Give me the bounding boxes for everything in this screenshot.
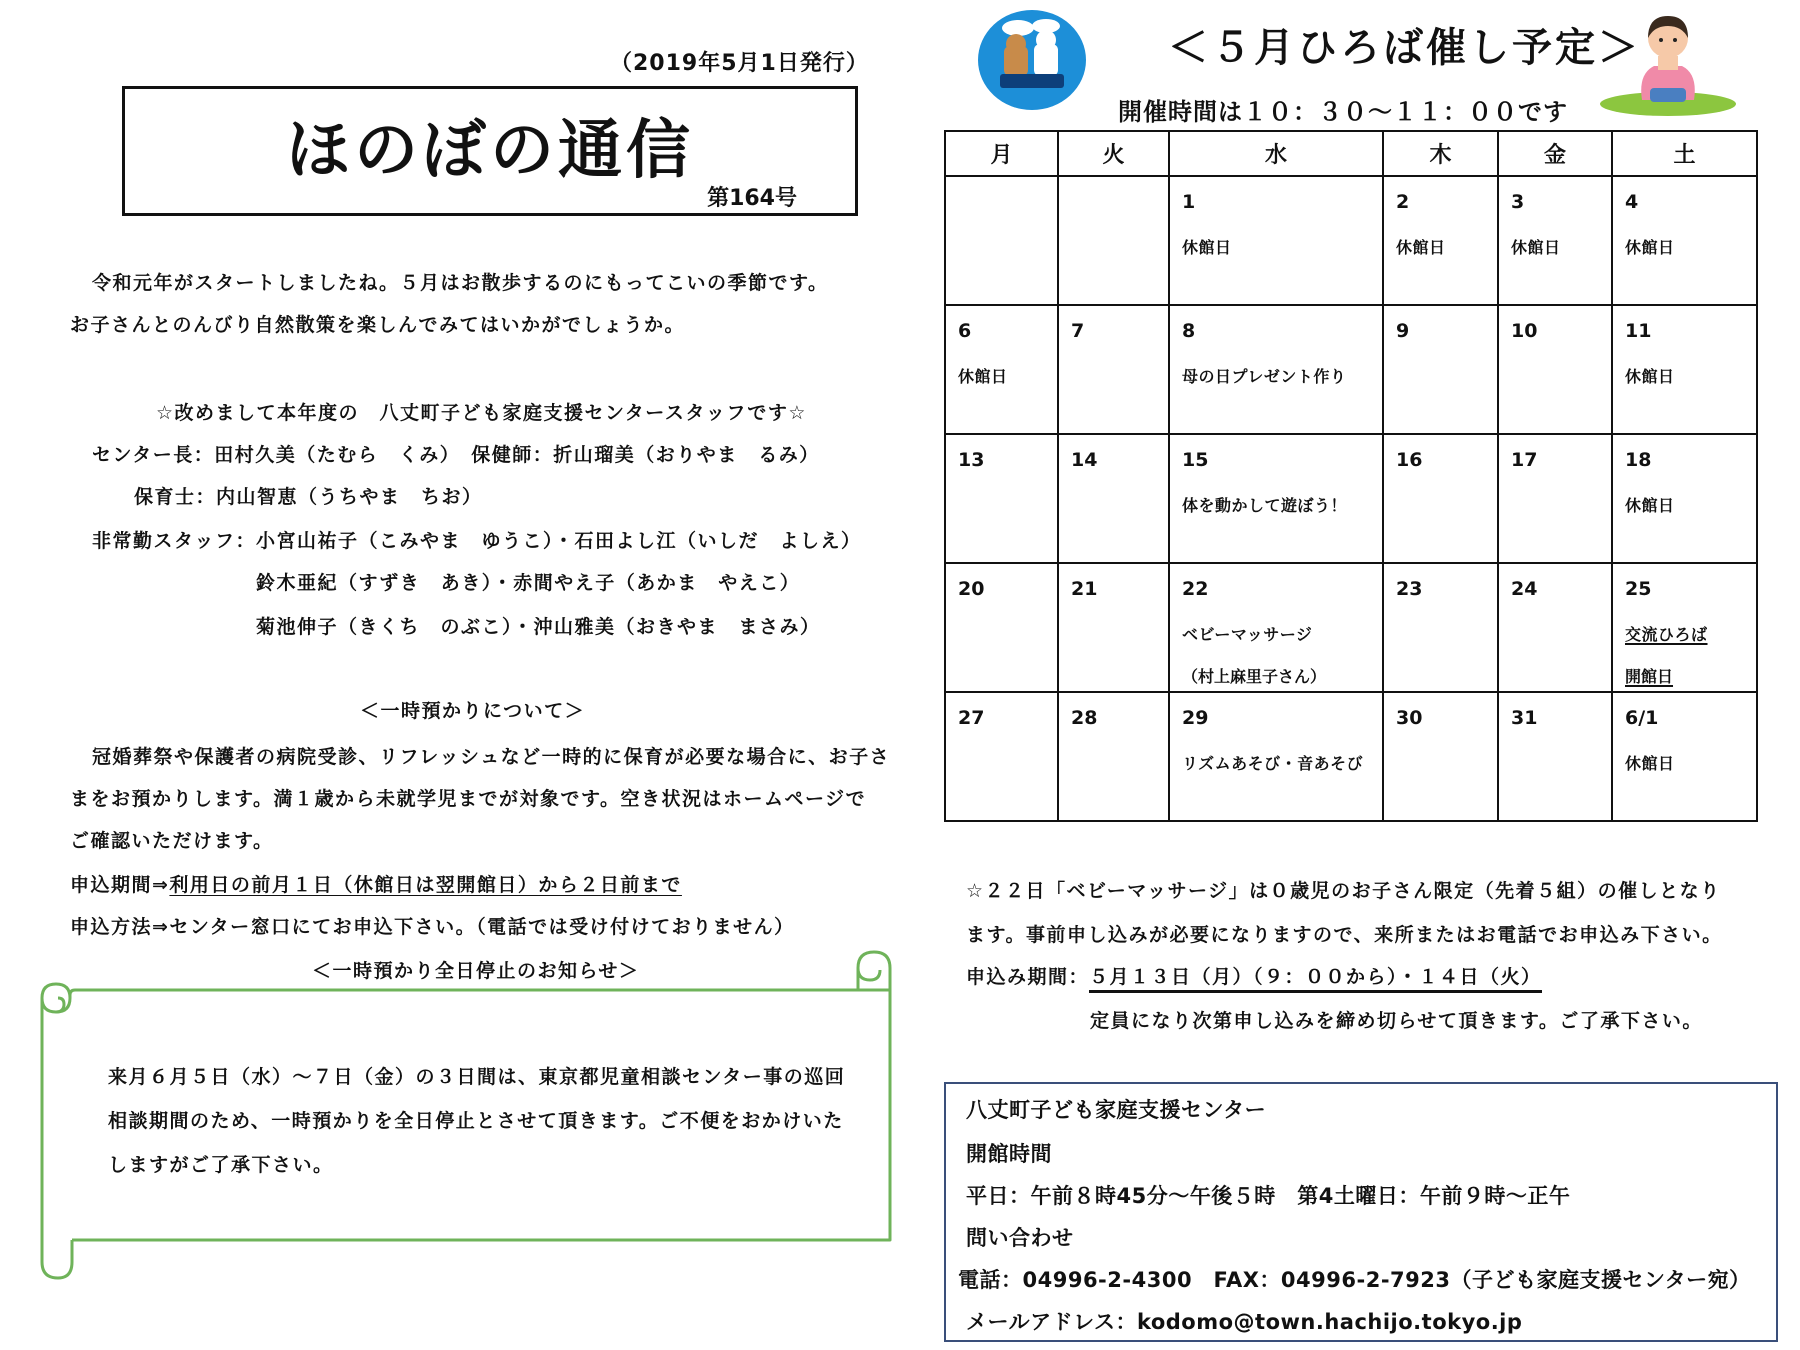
day-number: 8 bbox=[1182, 320, 1196, 342]
day-event: 休館日 bbox=[1625, 496, 1675, 515]
calendar-week-row bbox=[945, 176, 1757, 305]
day-number: 30 bbox=[1396, 707, 1423, 729]
calendar-day-cell bbox=[1169, 305, 1383, 434]
calendar-day-cell bbox=[1058, 692, 1169, 821]
massage-note-line: ☆２２日「ベビーマッサージ」は０歳児のお子さん限定（先着５組）の催しとなり bbox=[966, 880, 1721, 902]
event-badge-icon bbox=[976, 8, 1088, 112]
calendar-day-cell bbox=[1612, 176, 1757, 305]
day-event: 休館日 bbox=[1625, 238, 1675, 257]
weekday-header: 火 bbox=[1058, 131, 1169, 176]
calendar-week-row bbox=[945, 563, 1757, 692]
calendar-day-cell bbox=[1612, 563, 1757, 692]
day-event: 休館日 bbox=[1182, 238, 1232, 257]
massage-period-value: ５月１３日（月）（９：００から）・１４日（火） bbox=[1089, 966, 1542, 993]
day-number: 16 bbox=[1396, 449, 1423, 471]
suspend-notice-line: しますがご了承下さい。 bbox=[108, 1154, 334, 1176]
day-event-detail: 開館日 bbox=[1625, 667, 1674, 686]
day-number: 21 bbox=[1071, 578, 1098, 600]
calendar-day-cell bbox=[1612, 692, 1757, 821]
day-number: 11 bbox=[1625, 320, 1652, 342]
day-event-detail: （村上麻里子さん） bbox=[1182, 667, 1327, 686]
suspend-notice-line: 相談期間のため、一時預かりを全日停止とさせて頂きます。ご不便をおかけいた bbox=[108, 1110, 844, 1132]
calendar-day-cell bbox=[1498, 692, 1612, 821]
massage-closing: 定員になり次第申し込みを締め切らせて頂きます。ご了承下さい。 bbox=[1090, 1010, 1703, 1032]
calendar-week-row bbox=[945, 305, 1757, 434]
day-event: 母の日プレゼント作り bbox=[1182, 367, 1347, 386]
massage-period bbox=[966, 962, 1542, 989]
calendar-day-cell bbox=[1058, 305, 1169, 434]
calendar-day-cell bbox=[1058, 563, 1169, 692]
weekday-header: 土 bbox=[1612, 131, 1757, 176]
temp-care-heading: ＜一時預かりについて＞ bbox=[360, 700, 586, 722]
suspend-notice-line: 来月６月５日（水）～７日（金）の３日間は、東京都児童相談センター事の巡回 bbox=[108, 1066, 846, 1088]
calendar-day-cell bbox=[1058, 434, 1169, 563]
day-number: 9 bbox=[1396, 320, 1410, 342]
temp-care-method: 申込方法⇒センター窓口にてお申込下さい。（電話では受け付けておりません） bbox=[70, 916, 795, 938]
calendar-day-cell bbox=[1383, 563, 1498, 692]
calendar-day-cell bbox=[1612, 305, 1757, 434]
contact-hours-label: 開館時間 bbox=[966, 1142, 1052, 1166]
temp-care-period-label: 申込期間⇒ bbox=[70, 874, 170, 896]
day-event: 休館日 bbox=[1625, 754, 1675, 773]
staff-line: 保育士：内山智恵（うちやま ちお） bbox=[134, 486, 483, 508]
calendar-day-cell bbox=[1169, 692, 1383, 821]
girl-illustration-icon bbox=[1598, 4, 1738, 116]
title-box bbox=[122, 86, 858, 216]
day-number: 15 bbox=[1182, 449, 1209, 471]
contact-phone-fax: 電話：04996-2-4300 FAX：04996-2-7923（子ども家庭支援センター宛） bbox=[958, 1268, 1751, 1292]
newsletter-title: ほのぼの通信 bbox=[286, 113, 694, 188]
day-number: 17 bbox=[1511, 449, 1538, 471]
suspend-heading: ＜一時預かり全日停止のお知らせ＞ bbox=[312, 960, 640, 982]
day-number: 18 bbox=[1625, 449, 1652, 471]
event-calendar bbox=[944, 130, 1758, 822]
temp-care-line: ご確認いただけます。 bbox=[70, 830, 274, 852]
day-number: 2 bbox=[1396, 191, 1410, 213]
day-number: 28 bbox=[1071, 707, 1098, 729]
day-number: 6 bbox=[958, 320, 972, 342]
temp-care-period bbox=[70, 870, 682, 897]
calendar-day-cell bbox=[1612, 434, 1757, 563]
calendar-day-cell bbox=[1169, 563, 1383, 692]
weekday-header: 月 bbox=[945, 131, 1058, 176]
calendar-day-cell bbox=[1169, 176, 1383, 305]
day-number: 3 bbox=[1511, 191, 1525, 213]
intro-line: お子さんとのんびり自然散策を楽しんでみてはいかがでしょうか。 bbox=[70, 314, 686, 336]
day-number: 24 bbox=[1511, 578, 1538, 600]
calendar-day-cell bbox=[945, 563, 1058, 692]
calendar-day-cell bbox=[1383, 176, 1498, 305]
day-number: 22 bbox=[1182, 578, 1209, 600]
day-number: 4 bbox=[1625, 191, 1639, 213]
weekday-header: 木 bbox=[1383, 131, 1498, 176]
calendar-day-cell bbox=[1498, 434, 1612, 563]
contact-box bbox=[944, 1082, 1778, 1342]
massage-period-label: 申込み期間： bbox=[966, 966, 1090, 988]
contact-org: 八丈町子ども家庭支援センター bbox=[966, 1098, 1267, 1122]
day-number: 23 bbox=[1396, 578, 1423, 600]
day-event: 休館日 bbox=[1625, 367, 1675, 386]
calendar-day-cell bbox=[945, 434, 1058, 563]
calendar-day-cell bbox=[1058, 176, 1169, 305]
issue-date: （2019年5月1日発行） bbox=[610, 51, 869, 76]
day-number: 31 bbox=[1511, 707, 1538, 729]
issue-number: 第164号 bbox=[707, 186, 797, 211]
day-event: 休館日 bbox=[1511, 238, 1561, 257]
day-number: 10 bbox=[1511, 320, 1538, 342]
hours-note: 開催時間は１０：３０～１１：００です bbox=[1118, 98, 1568, 126]
calendar-day-cell bbox=[1498, 563, 1612, 692]
day-number: 1 bbox=[1182, 191, 1196, 213]
staff-line: センター長：田村久美（たむら くみ） 保健師：折山瑠美（おりやま るみ） bbox=[92, 444, 820, 466]
weekday-header: 水 bbox=[1169, 131, 1383, 176]
staff-heading: ☆改めまして本年度の 八丈町子ども家庭支援センタースタッフです☆ bbox=[156, 402, 807, 424]
calendar-day-cell bbox=[1498, 176, 1612, 305]
temp-care-line: まをお預かりします。満１歳から未就学児までが対象です。空き状況はホームページで bbox=[70, 788, 867, 810]
staff-line: 鈴木亜紀（すずき あき）・赤間やえ子（あかま やえこ） bbox=[256, 572, 801, 594]
calendar-day-cell bbox=[945, 176, 1058, 305]
day-event: ベビーマッサージ bbox=[1182, 625, 1313, 644]
day-number: 14 bbox=[1071, 449, 1098, 471]
massage-note-line: ます。事前申し込みが必要になりますので、来所またはお電話でお申込み下さい。 bbox=[966, 924, 1723, 946]
day-event: 交流ひろば bbox=[1625, 625, 1708, 644]
temp-care-line: 冠婚葬祭や保護者の病院受診、リフレッシュなど一時的に保育が必要な場合に、お子さ bbox=[92, 746, 891, 768]
day-number: 6/1 bbox=[1625, 707, 1659, 729]
day-event: 休館日 bbox=[958, 367, 1008, 386]
weekday-header: 金 bbox=[1498, 131, 1612, 176]
day-number: 13 bbox=[958, 449, 985, 471]
contact-email: メールアドレス：kodomo@town.hachijo.tokyo.jp bbox=[966, 1310, 1523, 1334]
day-number: 20 bbox=[958, 578, 985, 600]
day-event: 体を動かして遊ぼう！ bbox=[1182, 496, 1348, 515]
calendar-day-cell bbox=[1383, 692, 1498, 821]
staff-line: 菊池伸子（きくち のぶこ）・沖山雅美（おきやま まさみ） bbox=[256, 616, 821, 638]
calendar-title: ＜５月ひろば催し予定＞ bbox=[1168, 24, 1641, 71]
calendar-week-row bbox=[945, 692, 1757, 821]
contact-hours: 平日：午前８時45分～午後５時 第4土曜日：午前９時～正午 bbox=[966, 1184, 1571, 1208]
contact-inquiry-label: 問い合わせ bbox=[966, 1226, 1074, 1250]
calendar-day-cell bbox=[1383, 305, 1498, 434]
calendar-day-cell bbox=[945, 692, 1058, 821]
staff-line: 非常勤スタッフ：小宮山祐子（こみやま ゆうこ）・石田よし江（いしだ よしえ） bbox=[92, 530, 862, 552]
day-number: 7 bbox=[1071, 320, 1085, 342]
day-event: 休館日 bbox=[1396, 238, 1446, 257]
intro-line: 令和元年がスタートしましたね。５月はお散歩するのにもってこいの季節です。 bbox=[92, 272, 829, 294]
day-event: リズムあそび・音あそび bbox=[1182, 754, 1364, 773]
calendar-day-cell bbox=[1383, 434, 1498, 563]
day-number: 27 bbox=[958, 707, 985, 729]
day-number: 29 bbox=[1182, 707, 1209, 729]
day-number: 25 bbox=[1625, 578, 1652, 600]
calendar-day-cell bbox=[945, 305, 1058, 434]
calendar-day-cell bbox=[1498, 305, 1612, 434]
calendar-day-cell bbox=[1169, 434, 1383, 563]
calendar-week-row bbox=[945, 434, 1757, 563]
temp-care-period-value: 利用日の前月１日（休館日は翌開館日）から２日前まで bbox=[169, 874, 682, 896]
